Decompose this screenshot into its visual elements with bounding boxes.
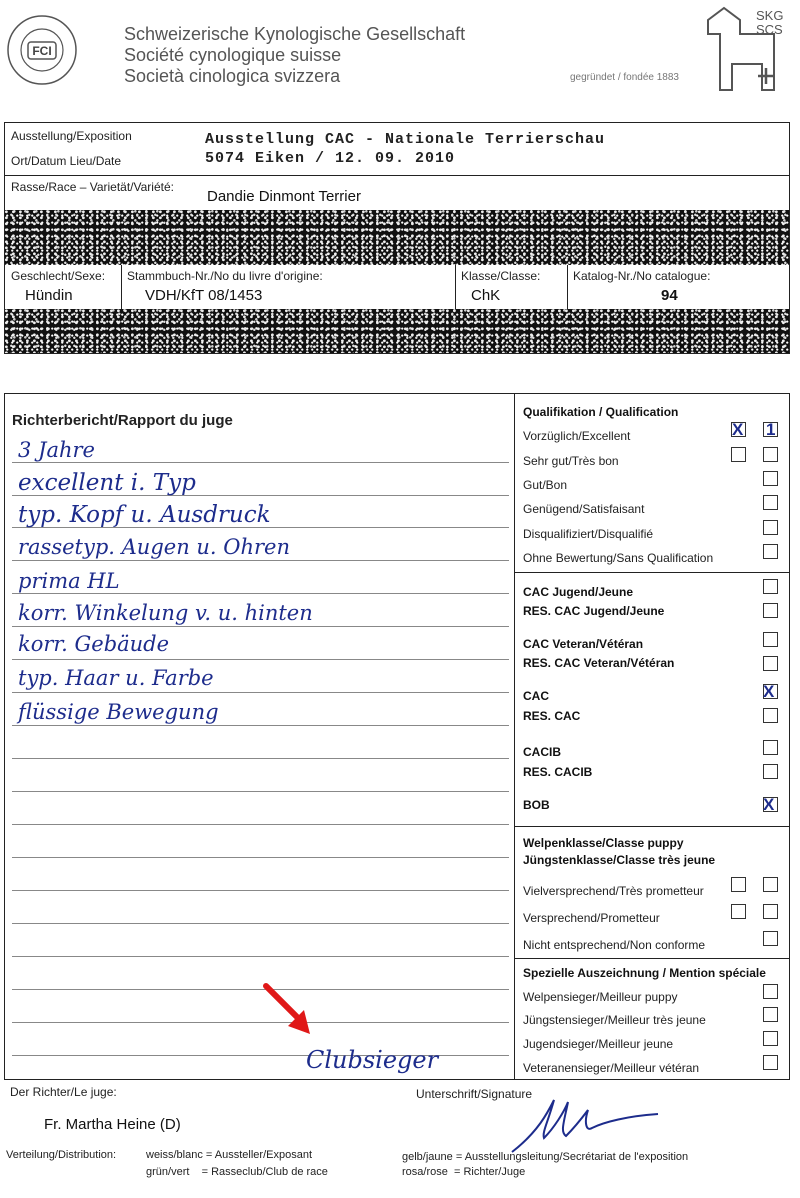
cac-veteran-label: CAC Veteran/Vétéran <box>523 637 644 651</box>
column-divider <box>514 393 515 1080</box>
org-name-de: Schweizerische Kynologische Gesellschaft <box>124 24 466 44</box>
handwritten-line: typ. Kopf u. Ausdruck <box>18 502 271 528</box>
qual-good-checkbox[interactable] <box>763 471 778 486</box>
ruled-line <box>12 692 509 693</box>
class-value: ChK <box>471 287 501 304</box>
studbook-label: Stammbuch-Nr./No du livre d'origine: <box>127 269 323 283</box>
distribution-yellow: gelb/jaune = Ausstellungsleitung/Secrétariat de l'exposition <box>402 1151 689 1163</box>
qual-row-no-rating: Ohne Bewertung/Sans Qualification <box>523 551 714 565</box>
ruled-line <box>12 560 509 561</box>
qual-row-disqualified: Disqualifiziert/Disqualifié <box>523 527 654 541</box>
distribution-pink: rosa/rose = Richter/Juge <box>402 1166 526 1178</box>
catalog-label: Katalog-Nr./No catalogue: <box>573 269 711 283</box>
distribution-label: Verteilung/Distribution: <box>6 1149 117 1161</box>
qual-row-excellent: Vorzüglich/Excellent <box>523 429 631 443</box>
red-arrow-icon <box>260 982 318 1038</box>
studbook-value: VDH/KfT 08/1453 <box>145 287 263 304</box>
placement-mark: 1 <box>766 420 776 439</box>
qual-disqualified-checkbox[interactable] <box>763 520 778 535</box>
ruled-line <box>12 824 509 825</box>
ruled-line <box>12 791 509 792</box>
qual-row-very-good: Sehr gut/Très bon <box>523 454 619 468</box>
fci-logo-text: FCI <box>32 44 52 58</box>
founded-text: gegründet / fondée 1883 <box>570 72 679 83</box>
res-cac-checkbox[interactable] <box>763 708 778 723</box>
distribution-white: weiss/blanc = Aussteller/Exposant <box>146 1149 313 1161</box>
handwritten-line: korr. Winkelung v. u. hinten <box>18 601 313 625</box>
special-row-puppy: Welpensieger/Meilleur puppy <box>523 990 678 1004</box>
special-title: Spezielle Auszeichnung / Mention spéciale <box>523 966 766 980</box>
exhibition-value: Ausstellung CAC - Nationale Terrierschau <box>205 131 606 148</box>
special-puppy-checkbox[interactable] <box>763 984 778 999</box>
ruled-line <box>12 659 509 660</box>
res-cac-label: RES. CAC <box>523 709 581 723</box>
handwritten-line: prima HL <box>18 569 120 593</box>
report-title: Richterbericht/Rapport du juge <box>12 412 233 429</box>
ruled-line <box>12 626 509 627</box>
distribution-green: grün/vert = Rasseclub/Club de race <box>146 1166 328 1178</box>
puppy-row-not-conforming: Nicht entsprechend/Non conforme <box>523 938 706 952</box>
res-cac-junior-label: RES. CAC Jugend/Jeune <box>523 604 665 618</box>
qual-very-good-checkbox-a[interactable] <box>731 447 746 462</box>
info-box <box>4 122 790 354</box>
ruled-line <box>12 758 509 759</box>
ruled-line <box>12 857 509 858</box>
sex-label: Geschlecht/Sexe: <box>11 269 106 283</box>
noise-band-bottom <box>5 309 789 353</box>
cac-label: CAC <box>523 689 549 703</box>
place-value: 5074 Eiken / 12. 09. 2010 <box>205 150 456 167</box>
sex-value: Hündin <box>25 287 73 304</box>
ruled-line <box>12 725 509 726</box>
handwritten-line: typ. Haar u. Farbe <box>18 666 214 690</box>
special-very-young-checkbox[interactable] <box>763 1007 778 1022</box>
skg-logo-line2: SCS <box>756 22 783 37</box>
check-mark: X <box>763 795 775 814</box>
place-label: Ort/Datum Lieu/Date <box>11 154 122 168</box>
cac-junior-label: CAC Jugend/Jeune <box>523 585 634 599</box>
puppy-row-promising-2: Versprechend/Prometteur <box>523 911 660 925</box>
check-mark: X <box>732 420 744 439</box>
qual-divider-1 <box>515 572 790 573</box>
puppy-very-promising-checkbox-b[interactable] <box>763 877 778 892</box>
special-row-very-young: Jüngstensieger/Meilleur très jeune <box>523 1013 706 1027</box>
ruled-line <box>12 923 509 924</box>
qual-row-sufficient: Genügend/Satisfaisant <box>523 502 645 516</box>
cacib-checkbox[interactable] <box>763 740 778 755</box>
qual-divider-2 <box>515 826 790 827</box>
qualification-title: Qualifikation / Qualification <box>523 405 679 419</box>
ruled-line <box>12 462 509 463</box>
skg-logo <box>704 4 792 94</box>
class-label: Klasse/Classe: <box>461 269 541 283</box>
qual-row-good: Gut/Bon <box>523 478 568 492</box>
cac-junior-checkbox[interactable] <box>763 579 778 594</box>
judge-label: Der Richter/Le juge: <box>10 1085 117 1099</box>
puppy-not-conforming-checkbox[interactable] <box>763 931 778 946</box>
special-row-veteran: Veteranensieger/Meilleur vétéran <box>523 1061 700 1075</box>
puppy-promising-checkbox-a[interactable] <box>731 904 746 919</box>
skg-logo-line1: SKG <box>756 8 784 23</box>
breed-label: Rasse/Race – Varietät/Variété: <box>11 180 174 194</box>
res-cacib-label: RES. CACIB <box>523 765 593 779</box>
award-handwritten: Clubsieger <box>306 1046 439 1074</box>
res-cac-veteran-label: RES. CAC Veteran/Vétéran <box>523 656 675 670</box>
puppy-title-1: Welpenklasse/Classe puppy <box>523 836 684 850</box>
exhibition-label: Ausstellung/Exposition <box>11 129 132 143</box>
qual-very-good-checkbox-b[interactable] <box>763 447 778 462</box>
ruled-line <box>12 956 509 957</box>
signature-icon <box>508 1092 668 1154</box>
handwritten-line: korr. Gebäude <box>18 632 170 656</box>
special-row-junior: Jugendsieger/Meilleur jeune <box>523 1037 674 1051</box>
catalog-value: 94 <box>661 287 678 304</box>
cacib-label: CACIB <box>523 745 561 759</box>
cac-veteran-checkbox[interactable] <box>763 632 778 647</box>
puppy-promising-checkbox-b[interactable] <box>763 904 778 919</box>
org-name-fr: Société cynologique suisse <box>124 45 342 65</box>
noise-band-top <box>5 210 789 265</box>
puppy-row-promising: Vielversprechend/Très prometteur <box>523 884 704 898</box>
qual-no-rating-checkbox[interactable] <box>763 544 778 559</box>
check-mark: X <box>763 682 775 701</box>
special-veteran-checkbox[interactable] <box>763 1055 778 1070</box>
handwritten-line: rassetyp. Augen u. Ohren <box>18 535 291 559</box>
res-cac-junior-checkbox[interactable] <box>763 603 778 618</box>
judge-name: Fr. Martha Heine (D) <box>44 1116 181 1133</box>
divider <box>5 175 789 176</box>
ruled-line <box>12 890 509 891</box>
org-name-it: Società cinologica svizzera <box>124 66 341 86</box>
res-cacib-checkbox[interactable] <box>763 764 778 779</box>
signature-label: Unterschrift/Signature <box>416 1087 533 1101</box>
breed-value: Dandie Dinmont Terrier <box>207 188 361 205</box>
fci-logo <box>6 14 78 86</box>
ruled-line <box>12 593 509 594</box>
puppy-title-2: Jüngstenklasse/Classe très jeune <box>523 853 716 867</box>
puppy-very-promising-checkbox-a[interactable] <box>731 877 746 892</box>
bob-label: BOB <box>523 798 550 812</box>
handwritten-line: 3 Jahre <box>18 438 95 462</box>
qual-sufficient-checkbox[interactable] <box>763 495 778 510</box>
handwritten-line: excellent i. Typ <box>18 470 196 496</box>
special-junior-checkbox[interactable] <box>763 1031 778 1046</box>
qual-divider-3 <box>515 958 790 959</box>
handwritten-line: flüssige Bewegung <box>18 700 219 724</box>
res-cac-veteran-checkbox[interactable] <box>763 656 778 671</box>
